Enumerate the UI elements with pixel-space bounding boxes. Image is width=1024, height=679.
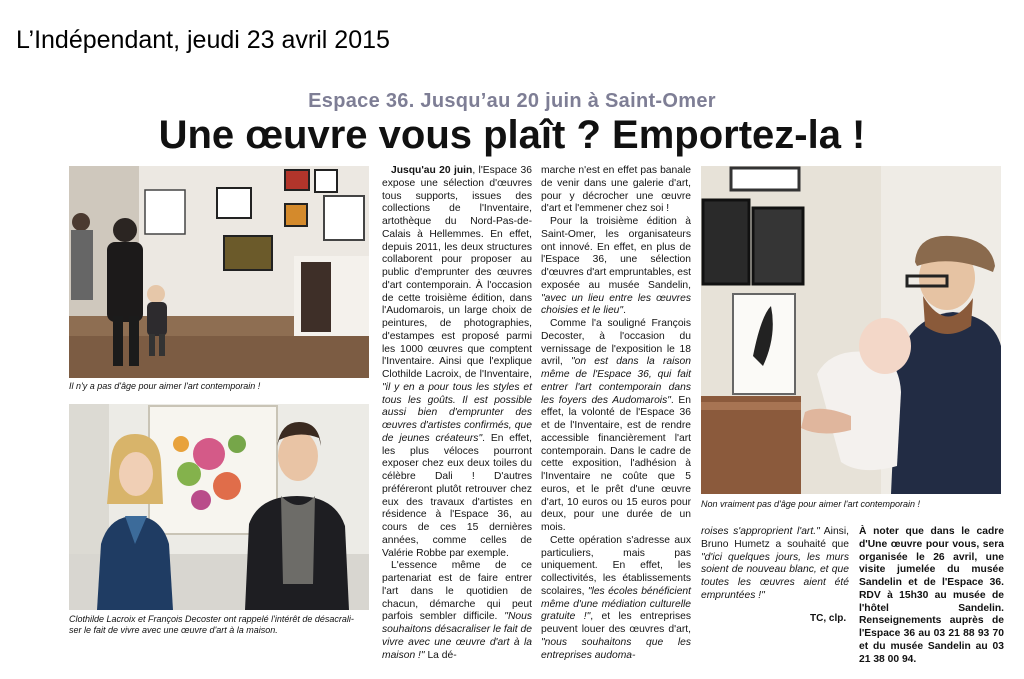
article-column-2 xyxy=(541,165,692,661)
caption-photo3: Non vraiment pas d'âge pour aimer l'art contemporain ! xyxy=(701,499,921,509)
text: La dé- xyxy=(424,649,457,661)
text: Cette opération s'adresse aux particuliers, mais pas uniquement. En effet, les collectivités, les établissements scolaires, xyxy=(541,534,691,597)
author-signature: TC, clp. xyxy=(810,613,847,624)
text: marche n'est en effet pas banale de venir dans une galerie d'art, pour y décrocher une œuvre d'art et l'emmener chez soi ! xyxy=(541,165,691,215)
caption-photo2-line1: Clothilde Lacroix et François Decoster ont rappelé l'intérêt de désacrali- xyxy=(69,614,354,624)
text: , et les entreprises peuvent louer des œuvres d'art, xyxy=(541,611,691,635)
text: Comme l'a souligné François Decoster, à l'occasion du vernissage de l'exposition le 18 avril, xyxy=(541,318,691,368)
photo-gallery-child xyxy=(69,166,369,378)
caption-photo2-line2: ser le fait de vivre avec une œuvre d'art à la maison. xyxy=(69,625,278,635)
photo-man-with-baby xyxy=(701,166,1001,494)
quote: roises s'approprient l'art." xyxy=(701,526,820,537)
text: L'essence même de ce partenariat est de faire entrer l'art dans le quotidien de chacun, démarche qui peut parfois sembler difficile. xyxy=(382,560,532,623)
quote: "on est dans la raison même de l'Espace 36, qui fait entrer l'art contemporain dans les foyers des Audomarois" xyxy=(541,356,691,406)
quote: "Nous souhaitons désacraliser le fait de vivre avec une œuvre d'art à la maison !" xyxy=(382,611,532,661)
practical-info-note: À noter que dans le cadre d'Une œuvre pour vous, sera organisée le 26 avril, une visite jumelée du musée Sandelin et de l'Espace 36. RDV à 15h30 au musée de l'hôtel Sandelin. Renseignements auprès de l'Espace 36 au 03 21 88 93 70 et du musée Sandelin au 03 21 38 00 94. xyxy=(859,526,1004,665)
quote: "nous souhaitons que les entreprises audoma- xyxy=(541,636,691,661)
publication-line: L’Indépendant, jeudi 23 avril 2015 xyxy=(16,26,390,54)
article-headline: Une œuvre vous plaît ? Emportez-la ! xyxy=(158,113,866,157)
text: Ainsi, Bruno Humetz a souhaité que xyxy=(701,526,849,550)
caption-photo1: Il n'y a pas d'âge pour aimer l'art contemporain ! xyxy=(69,381,261,391)
article-kicker: Espace 36. Jusqu’au 20 juin à Saint-Omer xyxy=(308,90,716,112)
quote: "les écoles bénéficient même d'une médiation culturelle gratuite !" xyxy=(541,585,692,623)
photo-lacroix-decoster xyxy=(69,404,369,610)
quote: "il y en a pour tous les styles et tous les goûts. Il est possible aussi bien d'emprunter des œuvres d'artistes confirmés, que de jeunes créateurs" xyxy=(382,381,532,444)
article-column-3 xyxy=(701,526,849,606)
quote: "avec un lieu entre les œuvres choisies et le lieu" xyxy=(541,292,691,317)
quote: "d'ici quelques jours, les murs soient de nouveau blanc, et que toutes les œuvres aient été empruntées !" xyxy=(701,551,849,601)
text: . xyxy=(623,305,626,317)
text: , l'Espace 36 expose une sélection d'œuvres tous supports, issues des collections de l'Inventaire, artothèque du Nord-Pas-de-Calais à Hellemmes. En effet, depuis 2011, les deux structures collaborent pour proposer au public d'emprunter des œuvres d'art contemporain. À l'occasion de cette troisième édition, dans l'Audomarois, un large choix de peintures, de photographies, d'estampes est proposé parmi les 1000 œuvres que comptent l'Inventaire. Ainsi que l'explique Clothilde Lacroix, de l'Inventaire, xyxy=(382,165,532,380)
text: . En effet, les plus véloces pourront exposer chez eux deux toiles du célèbre Dali ! D'autres préféreront plutôt retrouver chez eux des travaux d'artistes en résidence à l'Espace 36, au cours de ces 15 dernières années, comme celles de Valérie Robbe par exemple. xyxy=(382,432,532,559)
text: . En effet, la volonté de l'Espace 36 et de l'Inventaire, est de rendre accessible financièrement l'art contemporain. Dans le cadre de cette exposition, l'adhésion à l'Inventaire ne coûte que 5 euros, et le prêt d'une œuvre d'art, 10 euros ou 15 euros pour deux, pour une durée de un mois. xyxy=(541,394,691,533)
article-column-1 xyxy=(382,165,532,661)
text: Pour la troisième édition à Saint-Omer, les organisateurs ont innové. En effet, en plus de l'Espace 36, une sélection d'œuvres d'art empruntables, est exposée au musée Sandelin, xyxy=(541,216,691,291)
lead-in: Jusqu'au 20 juin xyxy=(391,165,473,176)
